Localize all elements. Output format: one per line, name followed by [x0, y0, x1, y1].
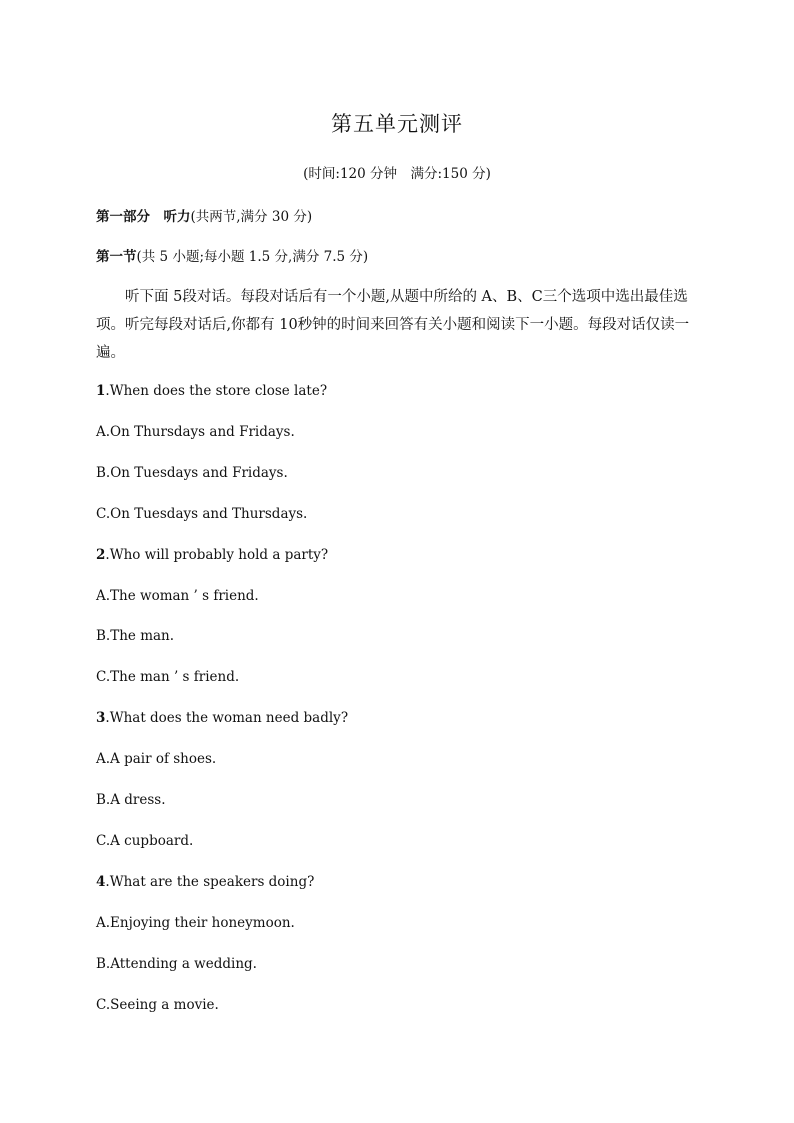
question-4-option-b: B.Attending a wedding.: [96, 956, 257, 972]
question-4-option-c: C.Seeing a movie.: [96, 997, 219, 1013]
question-number: 4: [96, 874, 106, 890]
question-number: 3: [96, 710, 106, 726]
section1-heading: [96, 245, 368, 265]
question-text: .When does the store close late?: [105, 383, 328, 399]
question-2-option-b: B.The man.: [96, 628, 175, 644]
question-2: [96, 547, 328, 563]
question-1-option-b: B.On Tuesdays and Fridays.: [96, 465, 288, 481]
instructions-paragraph: 听下面 5段对话。每段对话后有一个小题,从题中所给的 A、B、C三个选项中选出最佳选项。听完每段对话后,你都有 10秒钟的时间来回答有关小题和阅读下一小题。每段对话仅读一遍。: [96, 289, 690, 361]
question-2-option-a: A.The woman ’ s friend.: [96, 588, 259, 604]
section1-heading-title: 第一节: [96, 249, 137, 265]
question-1: [96, 383, 327, 399]
question-1-option-a: A.On Thursdays and Fridays.: [96, 424, 295, 440]
question-3: [96, 710, 348, 726]
question-number: 2: [96, 547, 106, 563]
question-4-option-a: A.Enjoying their honeymoon.: [96, 915, 295, 931]
question-1-option-c: C.On Tuesdays and Thursdays.: [96, 506, 308, 522]
part1-heading-title: 第一部分 听力: [96, 209, 191, 225]
question-text: .What are the speakers doing?: [105, 874, 315, 890]
question-2-option-c: C.The man ’ s friend.: [96, 669, 240, 685]
question-3-option-b: B.A dress.: [96, 792, 166, 808]
page-title: 第五单元测评: [331, 112, 463, 136]
question-text: .Who will probably hold a party?: [105, 547, 329, 563]
exam-meta: (时间:120 分钟 满分:150 分): [303, 166, 491, 182]
section1-heading-detail: (共 5 小题;每小题 1.5 分,满分 7.5 分): [136, 249, 369, 265]
part1-heading: [96, 205, 312, 225]
part1-heading-detail: (共两节,满分 30 分): [190, 209, 313, 225]
question-text: .What does the woman need badly?: [105, 710, 349, 726]
question-4: [96, 874, 314, 890]
question-number: 1: [96, 383, 106, 399]
question-3-option-c: C.A cupboard.: [96, 833, 194, 849]
question-3-option-a: A.A pair of shoes.: [96, 751, 217, 767]
